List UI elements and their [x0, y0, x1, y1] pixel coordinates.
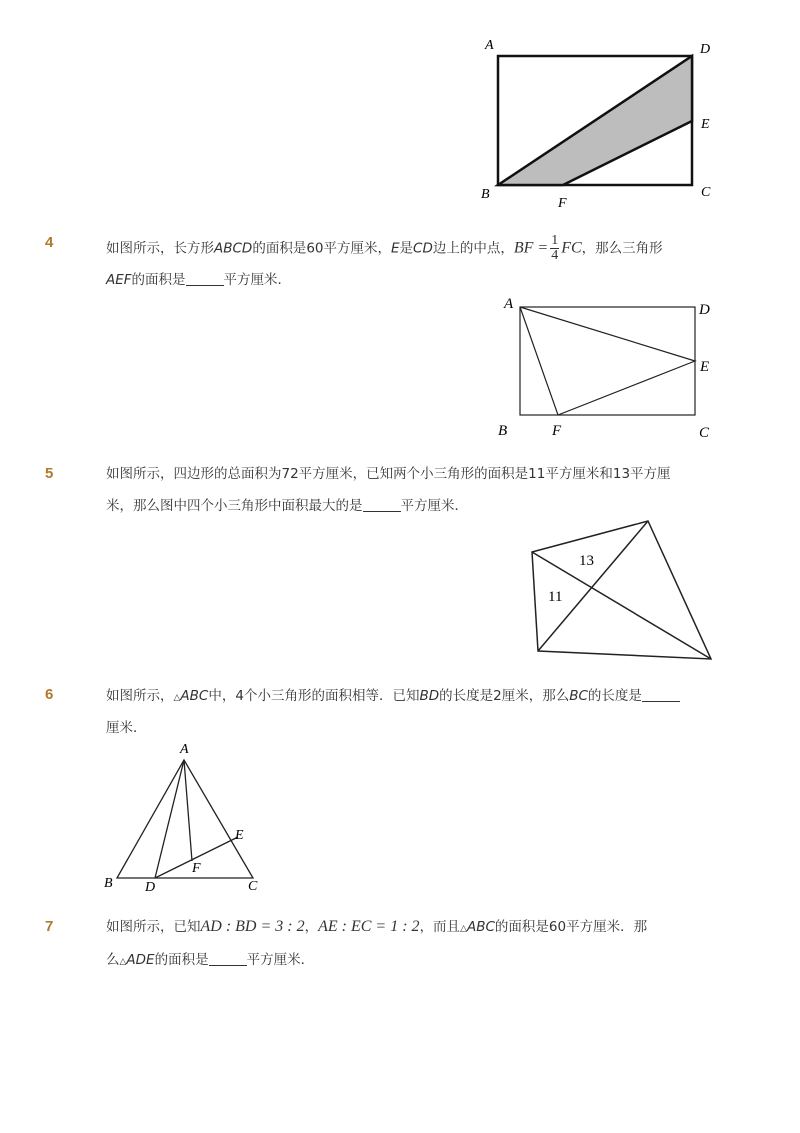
q7-text: ，: [304, 919, 319, 935]
q6-var: BC: [569, 688, 588, 704]
label-c: C: [701, 185, 711, 200]
figure-q4-rectangle: [490, 292, 730, 447]
label-a: A: [180, 742, 189, 757]
question-number-5: 5: [45, 465, 54, 482]
q4-var: AEF: [106, 272, 132, 288]
q6-text: 的长度是2厘米，那么: [439, 688, 570, 704]
q6-text: 的长度是: [587, 688, 642, 704]
label-c: C: [248, 879, 258, 894]
q5-text: 平方厘米．: [400, 498, 468, 514]
q7-math: AE : EC = 1 : 2: [318, 918, 420, 935]
shaded-region: [498, 56, 692, 185]
q5-text: 米，那么图中四个小三角形中面积最大的是: [106, 498, 363, 514]
figure-q6-triangle: [100, 738, 270, 898]
q4-line-2: [106, 270, 291, 290]
rectangle-abcd: [520, 307, 695, 415]
q4-var: ABCD: [214, 240, 253, 257]
q6-text: 如图所示，: [106, 688, 174, 704]
q7-text: 的面积是: [154, 952, 209, 968]
label-b: B: [104, 876, 113, 891]
answer-blank: [642, 687, 680, 702]
area-label-11: 11: [548, 589, 563, 605]
triangle-symbol: △: [173, 693, 181, 703]
segment-ad: [155, 760, 184, 878]
label-c: C: [699, 425, 710, 441]
label-a: A: [504, 296, 514, 312]
label-d: D: [699, 302, 710, 318]
q6-line-2: 厘米．: [106, 720, 147, 736]
q4-var: E: [391, 240, 400, 257]
q7-line-1: [106, 917, 647, 939]
figure-q5-quadrilateral: [520, 510, 730, 670]
q7-text: 的面积是60平方厘米．那: [494, 919, 648, 935]
answer-blank: [209, 951, 247, 966]
label-e: E: [700, 359, 710, 375]
diagonal-1: [532, 552, 711, 659]
q6-var: ABC: [180, 688, 209, 704]
q7-math: AD : BD = 3 : 2: [200, 918, 305, 935]
q6-text: 中，4个小三角形的面积相等．已知: [208, 688, 420, 704]
q4-text: 的面积是: [131, 272, 186, 288]
q4-math: FC: [561, 239, 582, 257]
diagonal-2: [538, 521, 648, 651]
fraction-denominator: 4: [551, 248, 559, 263]
q5-line-2: [106, 496, 468, 516]
figure-q3-rectangle: [470, 35, 730, 215]
answer-blank: [186, 271, 224, 286]
label-d: D: [700, 42, 711, 57]
q4-text: 边上的中点，: [432, 240, 514, 257]
question-number-7: 7: [45, 918, 54, 935]
label-f: F: [552, 423, 562, 439]
q7-text: 如图所示，已知: [106, 919, 201, 935]
label-d: D: [145, 880, 156, 895]
question-number-6: 6: [45, 686, 54, 703]
triangle-symbol: △: [460, 924, 467, 934]
label-e: E: [701, 117, 710, 132]
q7-var: ADE: [126, 952, 155, 968]
q4-text: 平方厘米．: [223, 272, 292, 288]
q6-var: BD: [419, 688, 440, 704]
q4-var: CD: [413, 240, 433, 257]
q5-line-1: 如图所示，四边形的总面积为72平方厘米，已知两个小三角形的面积是11平方厘米和13平方厘: [106, 466, 671, 482]
label-b: B: [481, 187, 490, 202]
q7-var: ABC: [466, 919, 495, 935]
q4-line-1: [106, 234, 663, 263]
answer-blank: [363, 497, 401, 512]
q4-text: 如图所示，长方形: [106, 240, 214, 257]
q7-line-2: [106, 950, 314, 972]
q4-text: 的面积是60平方厘米，: [252, 240, 392, 257]
q4-math: BF =: [513, 239, 549, 257]
triangle-aef: [520, 307, 695, 415]
q6-line-1: [106, 686, 680, 708]
label-f: F: [192, 861, 201, 876]
triangle-symbol: △: [119, 957, 127, 967]
area-label-13: 13: [579, 553, 594, 569]
segment-af: [184, 760, 192, 861]
label-a: A: [485, 38, 494, 53]
fraction-numerator: 1: [551, 233, 559, 248]
q4-text: ，那么三角形: [581, 240, 663, 257]
q4-text: 是: [399, 240, 414, 257]
question-number-4: 4: [45, 234, 54, 251]
q7-text: 么: [106, 952, 120, 968]
label-e: E: [235, 828, 244, 843]
q7-text: ，而且: [419, 919, 461, 935]
q4-fraction: [550, 234, 559, 263]
q7-text: 平方厘米．: [246, 952, 315, 968]
label-b: B: [498, 423, 508, 439]
label-f: F: [558, 196, 567, 211]
